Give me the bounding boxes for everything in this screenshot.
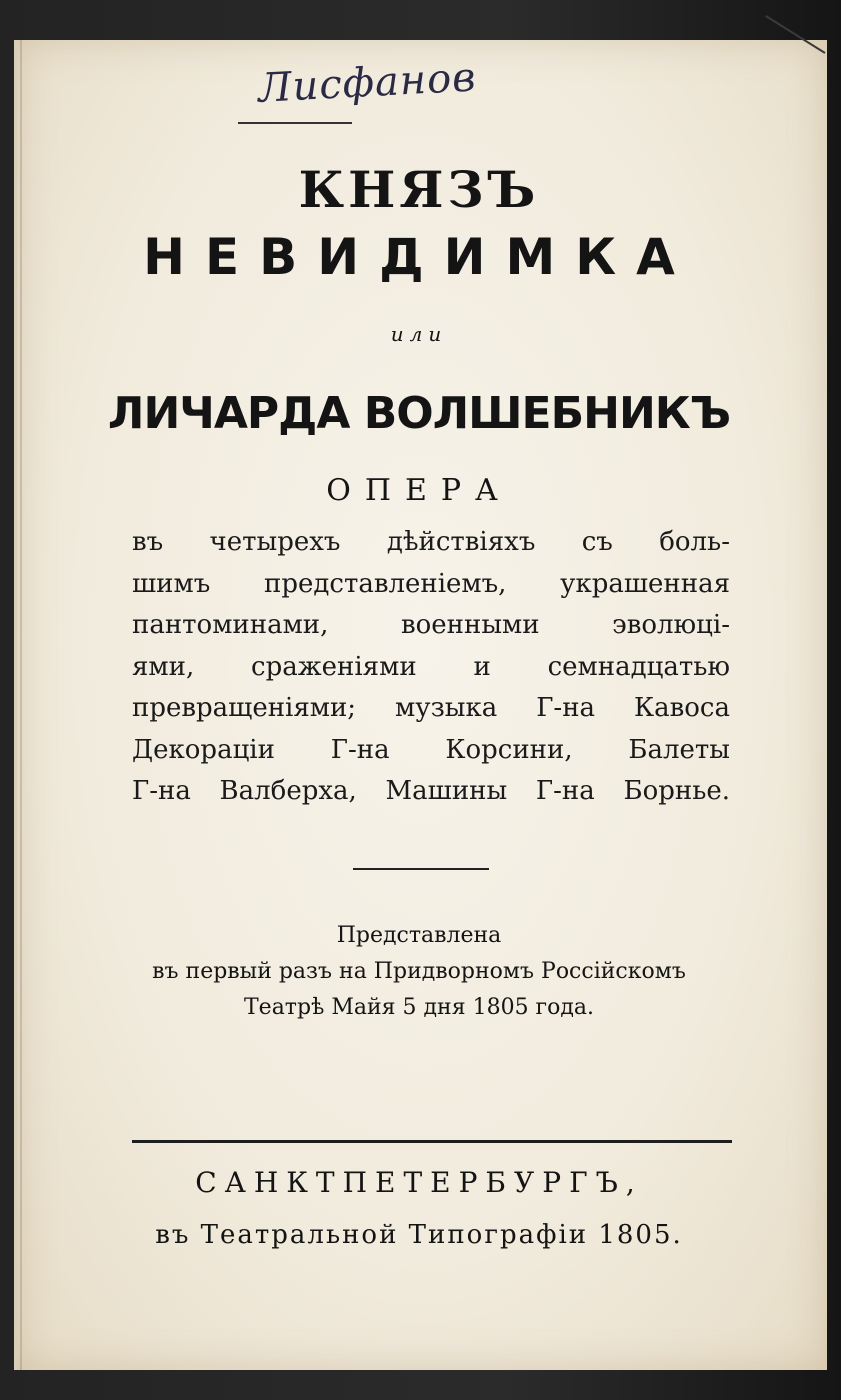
title-line-1: КНЯЗЪ <box>298 160 540 219</box>
title-line-3: ЛИЧАРДА ВОЛШЕБНИКЪ <box>107 388 731 439</box>
description-line: въ четырехъ дѣйствіяхъ съ боль- <box>132 527 730 557</box>
performance-line-2: въ первый разъ на Придворномъ Россійскомъ <box>152 959 686 984</box>
description-line: превращеніями; музыка Г-на Кавоса <box>132 693 730 723</box>
short-divider <box>353 868 489 870</box>
description-line: пантоминами, военными эволюці- <box>132 610 730 640</box>
imprint-press: въ Театральной Типографіи 1805. <box>155 1220 683 1250</box>
long-divider <box>132 1140 732 1143</box>
description-line: ями, сраженіями и семнадцатью <box>132 651 730 682</box>
handwritten-signature: Лисфанов <box>257 54 478 112</box>
description-line: Декораціи Г-на Корсини, Балеты <box>132 734 730 765</box>
title-conjunction: или <box>390 322 448 346</box>
description-line: Г-на Валберха, Машины Г-на Борнье. <box>132 776 730 806</box>
signature-underline <box>238 122 352 124</box>
imprint-city: САНКТПЕТЕРБУРГЪ, <box>195 1166 643 1199</box>
description-paragraph <box>132 522 730 813</box>
performance-line-3: Театрѣ Майя 5 дня 1805 года. <box>244 995 594 1020</box>
genre-heading: ОПЕРА <box>326 473 512 508</box>
title-line-2: НЕВИДИМКА <box>143 228 695 286</box>
performance-line-1: Представлена <box>336 923 502 948</box>
description-line: шимъ представленіемъ, украшенная <box>132 568 730 599</box>
